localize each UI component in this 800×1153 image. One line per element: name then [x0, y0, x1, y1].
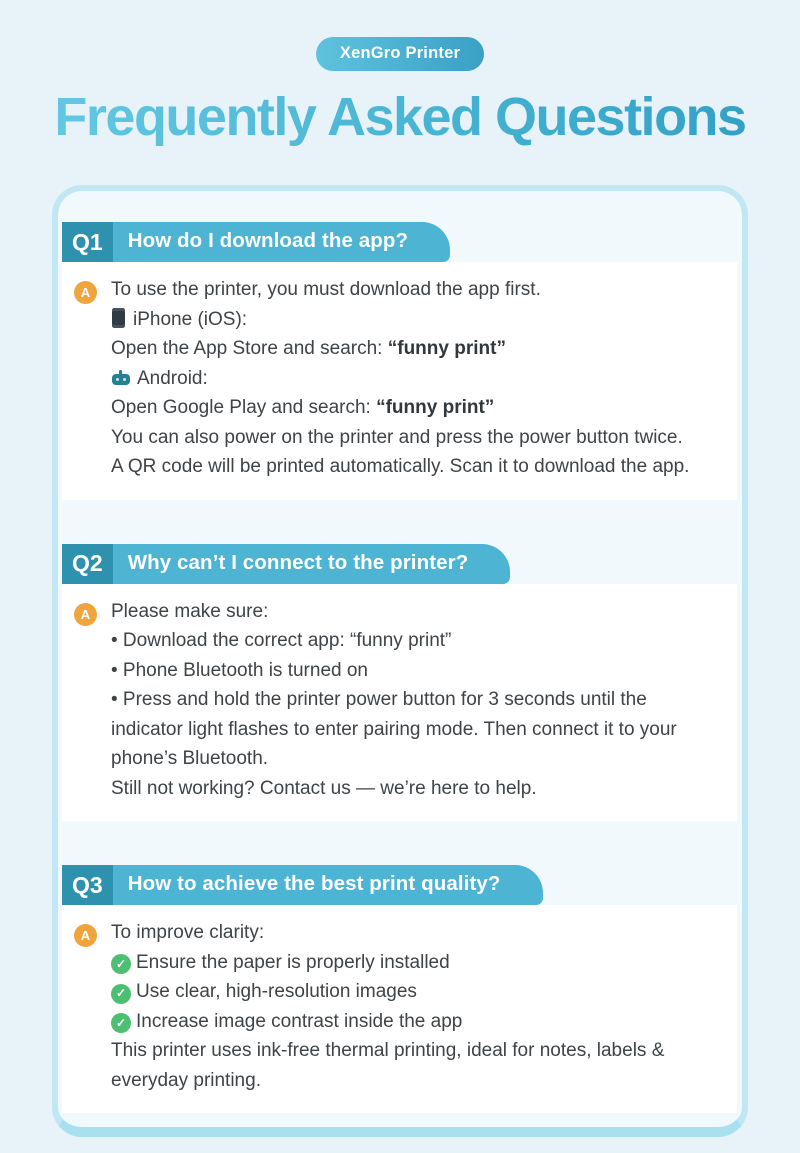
answer-badge: A [74, 924, 97, 947]
answer-badge: A [74, 603, 97, 626]
answer-line: • Phone Bluetooth is turned on [111, 659, 369, 681]
page-title: Frequently Asked Questions [0, 86, 800, 148]
answer-line: This printer uses ink-free thermal printing, ideal for notes, labels & everyday printing. [111, 1040, 665, 1091]
q3-answer-text [111, 918, 713, 1095]
q1-answer-text [111, 275, 689, 482]
answer-line: Android: [111, 364, 689, 394]
brand-badge: XenGro Printer [316, 37, 484, 71]
answer-line: Still not working? Contact us — we’re here to help. [111, 777, 537, 799]
answer-line: ✓ Use clear, high-resolution images [111, 977, 713, 1007]
q1-badge: Q1 [62, 222, 113, 262]
faq-q3-header [62, 865, 737, 905]
answer-badge: A [74, 281, 97, 304]
answer-line: iPhone (iOS): [111, 305, 689, 335]
answer-line: To improve clarity: [111, 922, 265, 943]
answer-line: • Press and hold the printer power button for 3 seconds until the indicator light flashes to enter pairing mode. Then connect it to your phone’s Bluetooth. [111, 689, 677, 769]
answer-line: ✓ Ensure the paper is properly installed [111, 948, 713, 978]
faq-q2-answer-card [62, 584, 737, 822]
q3-question: How to achieve the best print quality? [113, 865, 543, 905]
robot-icon [111, 370, 131, 385]
phone-icon [112, 308, 125, 328]
faq-q1-header [62, 222, 737, 262]
answer-line: ✓ Increase image contrast inside the app [111, 1007, 713, 1037]
check-icon: ✓ [111, 954, 131, 974]
answer-line: A QR code will be printed automatically. Scan it to download the app. [111, 456, 690, 477]
answer-line: • Download the correct app: “funny print” [111, 630, 452, 651]
answer-line: Please make sure: [111, 600, 269, 622]
q1-question: How do I download the app? [113, 222, 450, 262]
answer-line: Open Google Play and search: “funny print” [111, 397, 495, 418]
answer-line: To use the printer, you must download the app first. [111, 279, 541, 300]
faq-panel [52, 185, 748, 1137]
q3-badge: Q3 [62, 865, 113, 905]
check-icon: ✓ [111, 1013, 131, 1033]
q2-question: Why can’t I connect to the printer? [113, 544, 511, 584]
faq-q3-answer-card [62, 905, 737, 1113]
answer-line: You can also power on the printer and press the power button twice. [111, 426, 683, 448]
faq-q1-answer-card [62, 262, 737, 500]
faq-q2-header [62, 544, 737, 584]
answer-line: Open the App Store and search: “funny print” [111, 338, 506, 359]
check-icon: ✓ [111, 984, 131, 1004]
q2-answer-text [111, 597, 713, 804]
brand-badge-row [0, 0, 800, 71]
q2-badge: Q2 [62, 544, 113, 584]
